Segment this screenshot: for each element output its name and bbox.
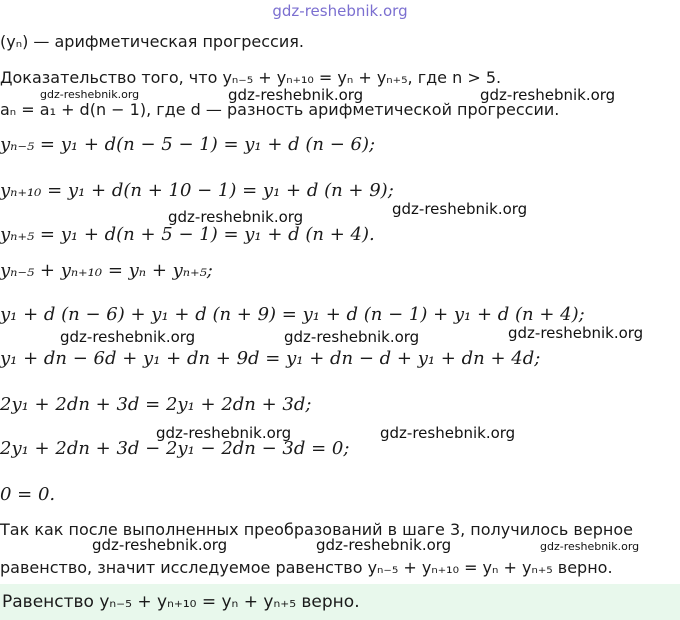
equation: yₙ₋₅ = y₁ + d(n − 5 − 1) = y₁ + d (n − 6); xyxy=(0,134,376,155)
watermark: gdz-reshebnik.org xyxy=(508,324,644,342)
watermark: gdz-reshebnik.org xyxy=(316,536,452,554)
watermark: gdz-reshebnik.org xyxy=(392,200,528,218)
watermark: gdz-reshebnik.org xyxy=(60,328,196,346)
watermark: gdz-reshebnik.org xyxy=(168,208,304,226)
watermark: gdz-reshebnik.org xyxy=(480,86,616,104)
equation: yₙ₊₁₀ = y₁ + d(n + 10 − 1) = y₁ + d (n + 9); xyxy=(0,180,394,201)
math-line xyxy=(0,180,394,201)
header-watermark: gdz-reshebnik.org xyxy=(272,2,408,20)
watermark: gdz-reshebnik.org xyxy=(540,540,640,553)
math-line xyxy=(0,304,585,325)
math-line xyxy=(0,260,213,281)
equation: yₙ₊₅ = y₁ + d(n + 5 − 1) = y₁ + d (n + 4). xyxy=(0,224,375,245)
answer-text: Равенство yₙ₋₅ + yₙ₊₁₀ = yₙ + yₙ₊₅ верно. xyxy=(2,592,360,612)
watermark: gdz-reshebnik.org xyxy=(156,424,292,442)
line-text: (yₙ) — арифметическая прогрессия. xyxy=(0,32,304,51)
watermark: gdz-reshebnik.org xyxy=(284,328,420,346)
solution-line xyxy=(0,558,613,577)
line-text: aₙ = a₁ + d(n − 1), где d — разность арифметической прогрессии. xyxy=(0,100,560,119)
equation: y₁ + dn − 6d + y₁ + dn + 9d = y₁ + dn − d + y₁ + dn + 4d; xyxy=(0,348,541,369)
solution-line xyxy=(0,32,304,51)
equation: 0 = 0. xyxy=(0,484,56,505)
line-text: равенство, значит исследуемое равенство yₙ₋₅ + yₙ₊₁₀ = yₙ + yₙ₊₅ верно. xyxy=(0,558,613,577)
equation: 2y₁ + 2dn + 3d = 2y₁ + 2dn + 3d; xyxy=(0,394,312,415)
solution-line xyxy=(0,68,501,87)
watermark: gdz-reshebnik.org xyxy=(92,536,228,554)
watermark: gdz-reshebnik.org xyxy=(40,88,140,101)
watermark: gdz-reshebnik.org xyxy=(228,86,364,104)
equation: yₙ₋₅ + yₙ₊₁₀ = yₙ + yₙ₊₅; xyxy=(0,260,213,281)
watermark: gdz-reshebnik.org xyxy=(380,424,516,442)
equation: y₁ + d (n − 6) + y₁ + d (n + 9) = y₁ + d (n − 1) + y₁ + d (n + 4); xyxy=(0,304,585,325)
math-line xyxy=(0,484,55,505)
math-line xyxy=(0,348,540,369)
math-line xyxy=(0,224,375,245)
math-line xyxy=(0,134,375,155)
equation: 2y₁ + 2dn + 3d − 2y₁ − 2dn − 3d = 0; xyxy=(0,438,350,459)
line-text: Доказательство того, что yₙ₋₅ + yₙ₊₁₀ = yₙ + yₙ₊₅, где n > 5. xyxy=(0,68,502,87)
math-line xyxy=(0,394,311,415)
line-text: Так как после выполненных преобразований в шаге 3, получилось верное xyxy=(0,520,633,539)
